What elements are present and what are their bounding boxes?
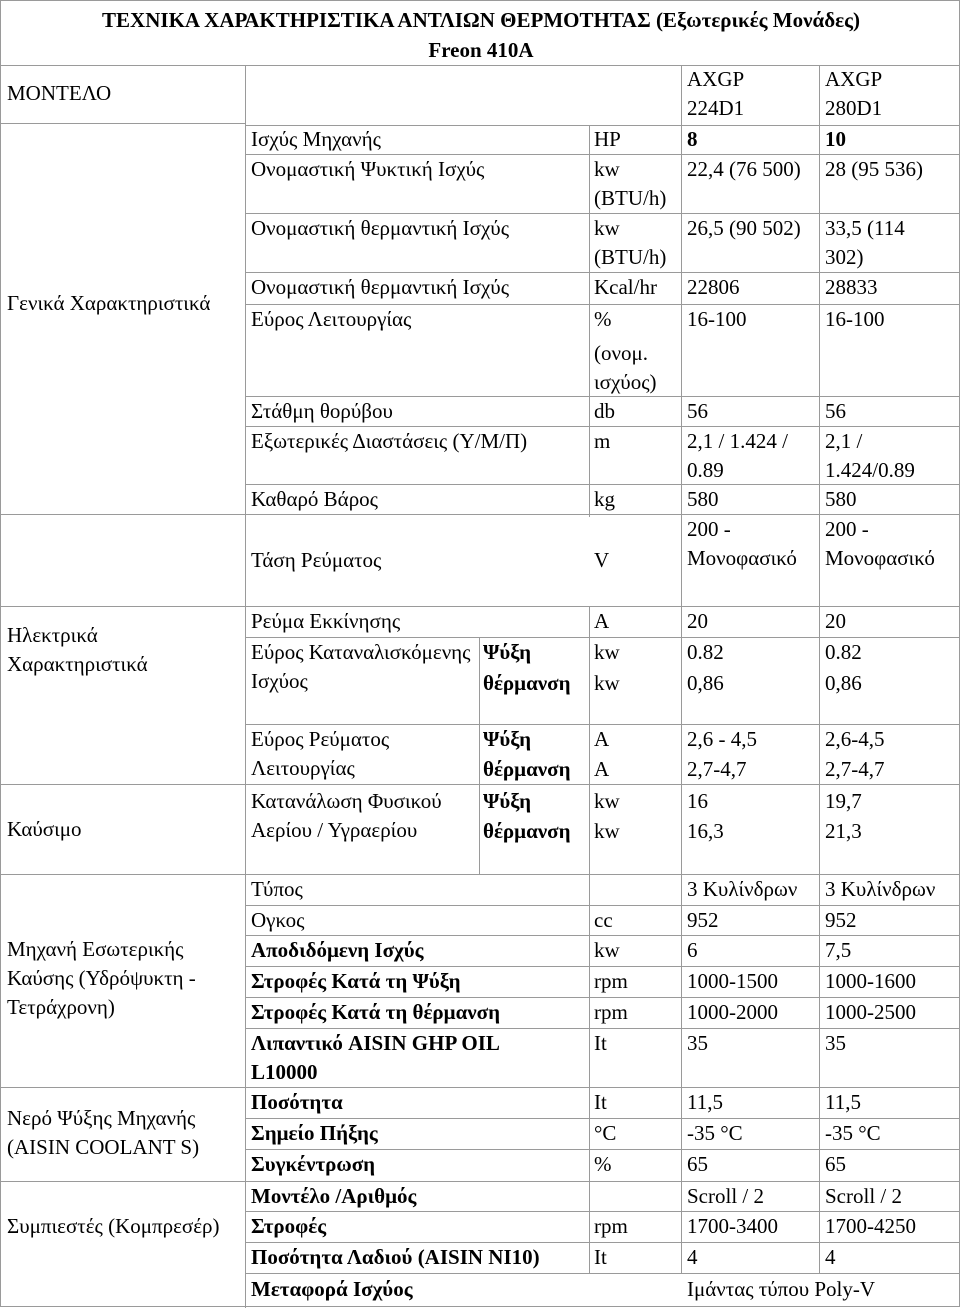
section-compressor: Συμπιεστές (Κομπρεσέρ) [7, 1214, 220, 1238]
cooling-cap-unit: kw (BTU/h) [594, 157, 667, 210]
gas-cool-v1: 16 [687, 789, 708, 813]
page-title: ΤΕΧΝΙΚΑ ΧΑΡΑΚΤΗΡΙΣΤΙΚΑ ΑΝΤΛΙΩΝ ΘΕΡΜΟΤΗΤΑΣ (Εξωτερικές Μονάδες) [102, 8, 860, 32]
model-number-v1: Scroll / 2 [687, 1184, 764, 1208]
current-range-heat-v2: 2,7-4,7 [825, 757, 885, 781]
current-range-cool-v2: 2,6-4,5 [825, 727, 885, 751]
quantity-label: Ποσότητα [251, 1090, 343, 1114]
start-current-unit: A [594, 609, 610, 633]
cooling-cap-v2: 28 (95 536) [825, 157, 923, 181]
noise-v2: 56 [825, 399, 846, 423]
freeze-point-v1: -35 °C [687, 1121, 743, 1145]
noise-v1: 56 [687, 399, 708, 423]
concentration-v2: 65 [825, 1152, 846, 1176]
heating-cap-label: Ονομαστική θερμαντική Ισχύς [251, 216, 510, 240]
type-label: Τύπος [251, 877, 303, 901]
comp-rpm-label: Στροφές [251, 1214, 327, 1238]
op-range-unit: % [594, 307, 612, 331]
gas-heat-unit: kw [594, 819, 620, 843]
heating-kcal-label: Ονομαστική θερμαντική Ισχύς [251, 275, 510, 299]
current-range-heat-mode: θέρμανση [483, 757, 571, 781]
op-range-v2: 16-100 [825, 307, 885, 331]
power-range-cool-v2: 0.82 [825, 640, 862, 664]
freeze-point-v2: -35 °C [825, 1121, 881, 1145]
model-label: ΜΟΝΤΕΛΟ [7, 81, 112, 105]
current-range-heat-unit: A [594, 757, 610, 781]
page-subtitle: Freon 410A [428, 38, 534, 62]
start-current-v2: 20 [825, 609, 846, 633]
heating-kcal-v2: 28833 [825, 275, 878, 299]
model-number-label: Μοντέλο /Αριθμός [251, 1184, 417, 1208]
rpm-heat-unit: rpm [594, 1000, 628, 1024]
freeze-point-label: Σημείο Πήξης [251, 1121, 378, 1145]
weight-unit: kg [594, 487, 615, 511]
gas-cool-unit: kw [594, 789, 620, 813]
current-range-cool-mode: Ψύξη [483, 727, 532, 751]
lubricant-v1: 35 [687, 1031, 708, 1055]
volume-v1: 952 [687, 908, 719, 932]
volume-unit: cc [594, 908, 613, 932]
voltage-label: Τάση Ρεύματος [251, 548, 382, 572]
concentration-label: Συγκέντρωση [251, 1152, 376, 1176]
start-current-label: Ρεύμα Εκκίνησης [251, 609, 401, 633]
current-range-heat-v1: 2,7-4,7 [687, 757, 747, 781]
gas-heat-mode: θέρμανση [483, 819, 571, 843]
heating-cap-v2: 33,5 (114 302) [825, 216, 905, 269]
voltage-v2: 200 - Μονοφασικό [825, 517, 935, 570]
op-range-v1: 16-100 [687, 307, 747, 331]
dimensions-label: Εξωτερικές Διαστάσεις (Υ/Μ/Π) [251, 429, 528, 453]
output-power-v1: 6 [687, 938, 698, 962]
cooling-cap-v1: 22,4 (76 500) [687, 157, 801, 181]
current-range-cool-v1: 2,6 - 4,5 [687, 727, 757, 751]
section-coolant: Νερό Ψύξης Μηχανής (AISIN COOLANT S) [7, 1106, 200, 1159]
start-current-v1: 20 [687, 609, 708, 633]
heating-cap-unit: kw (BTU/h) [594, 216, 667, 269]
gas-cool-mode: Ψύξη [483, 789, 532, 813]
power-range-cool-v1: 0.82 [687, 640, 724, 664]
engine-power-v1: 8 [687, 127, 698, 151]
current-range-label: Εύρος Ρεύματος Λειτουργίας [251, 727, 390, 780]
current-range-cool-unit: A [594, 727, 610, 751]
power-transfer-label: Μεταφορά Ισχύος [251, 1277, 413, 1301]
op-range-label: Εύρος Λειτουργίας [251, 307, 412, 331]
type-v1: 3 Κυλίνδρων [687, 877, 798, 901]
power-range-heat-v2: 0,86 [825, 671, 862, 695]
heating-cap-v1: 26,5 (90 502) [687, 216, 801, 240]
gas-heat-v2: 21,3 [825, 819, 862, 843]
model-2-line2: 280D1 [825, 96, 883, 120]
comp-rpm-v2: 1700-4250 [825, 1214, 916, 1238]
weight-label: Καθαρό Βάρος [251, 487, 378, 511]
power-range-heat-v1: 0,86 [687, 671, 724, 695]
power-range-cool-mode: Ψύξη [483, 640, 532, 664]
heating-kcal-v1: 22806 [687, 275, 740, 299]
rpm-cool-v2: 1000-1600 [825, 969, 916, 993]
power-range-cool-unit: kw [594, 640, 620, 664]
model-1-line2: 224D1 [687, 96, 745, 120]
power-range-heat-mode: θέρμανση [483, 671, 571, 695]
rpm-cool-label: Στροφές Κατά τη Ψύξη [251, 969, 461, 993]
rpm-heat-v1: 1000-2000 [687, 1000, 778, 1024]
volume-label: Ογκος [251, 908, 305, 932]
rpm-heat-label: Στροφές Κατά τη θέρμανση [251, 1000, 501, 1024]
quantity-v1: 11,5 [687, 1090, 723, 1114]
power-range-heat-unit: kw [594, 671, 620, 695]
model-number-v2: Scroll / 2 [825, 1184, 902, 1208]
type-v2: 3 Κυλίνδρων [825, 877, 936, 901]
section-general: Γενικά Χαρακτηριστικά [7, 291, 211, 315]
quantity-v2: 11,5 [825, 1090, 861, 1114]
freeze-point-unit: °C [594, 1121, 617, 1145]
comp-rpm-v1: 1700-3400 [687, 1214, 778, 1238]
lubricant-unit: It [594, 1031, 607, 1055]
rpm-heat-v2: 1000-2500 [825, 1000, 916, 1024]
cooling-cap-label: Ονομαστική Ψυκτική Ισχύς [251, 157, 485, 181]
power-transfer-value: Ιμάντας τύπου Poly-V [687, 1277, 876, 1301]
section-electrical: Ηλεκτρικά Χαρακτηριστικά [7, 623, 148, 676]
dimensions-v2: 2,1 / 1.424/0.89 [825, 429, 915, 482]
voltage-v1: 200 - Μονοφασικό [687, 517, 797, 570]
noise-label: Στάθμη θορύβου [251, 399, 393, 423]
oil-quantity-v2: 4 [825, 1245, 836, 1269]
output-power-unit: kw [594, 938, 620, 962]
output-power-label: Αποδιδόμενη Ισχύς [251, 938, 424, 962]
oil-quantity-unit: It [594, 1245, 607, 1269]
weight-v2: 580 [825, 487, 857, 511]
output-power-v2: 7,5 [825, 938, 852, 962]
lubricant-v2: 35 [825, 1031, 846, 1055]
comp-rpm-unit: rpm [594, 1214, 628, 1238]
gas-heat-v1: 16,3 [687, 819, 724, 843]
model-2-line1: AXGP [825, 67, 883, 91]
noise-unit: db [594, 399, 615, 423]
gas-consumption-label: Κατανάλωση Φυσικού Αερίου / Υγραερίου [251, 789, 442, 842]
lubricant-label: Λιπαντικό AISIN GHP OIL L10000 [251, 1031, 499, 1084]
power-range-label: Εύρος Καταναλισκόμενης Ισχύος [251, 640, 471, 693]
model-1-line1: AXGP [687, 67, 745, 91]
gas-cool-v2: 19,7 [825, 789, 862, 813]
section-engine: Μηχανή Εσωτερικής Καύσης (Υδρόψυκτη - Τετράχρονη) [7, 937, 196, 1019]
weight-v1: 580 [687, 487, 719, 511]
volume-v2: 952 [825, 908, 857, 932]
section-fuel: Καύσιμο [7, 817, 82, 841]
engine-power-v2: 10 [825, 127, 846, 151]
oil-quantity-label: Ποσότητα Λαδιού (AISIN NI10) [251, 1245, 540, 1269]
concentration-unit: % [594, 1152, 612, 1176]
engine-power-unit: HP [594, 127, 621, 151]
engine-power-label: Ισχύς Μηχανής [251, 127, 381, 151]
rpm-cool-unit: rpm [594, 969, 628, 993]
quantity-unit: It [594, 1090, 607, 1114]
rpm-cool-v1: 1000-1500 [687, 969, 778, 993]
op-range-unit-note: (ονομ. ισχύος) [594, 341, 657, 394]
dimensions-unit: m [594, 429, 611, 453]
heating-kcal-unit: Kcal/hr [594, 275, 657, 299]
voltage-unit: V [594, 548, 610, 572]
dimensions-v1: 2,1 / 1.424 / 0.89 [687, 429, 788, 482]
concentration-v1: 65 [687, 1152, 708, 1176]
oil-quantity-v1: 4 [687, 1245, 698, 1269]
